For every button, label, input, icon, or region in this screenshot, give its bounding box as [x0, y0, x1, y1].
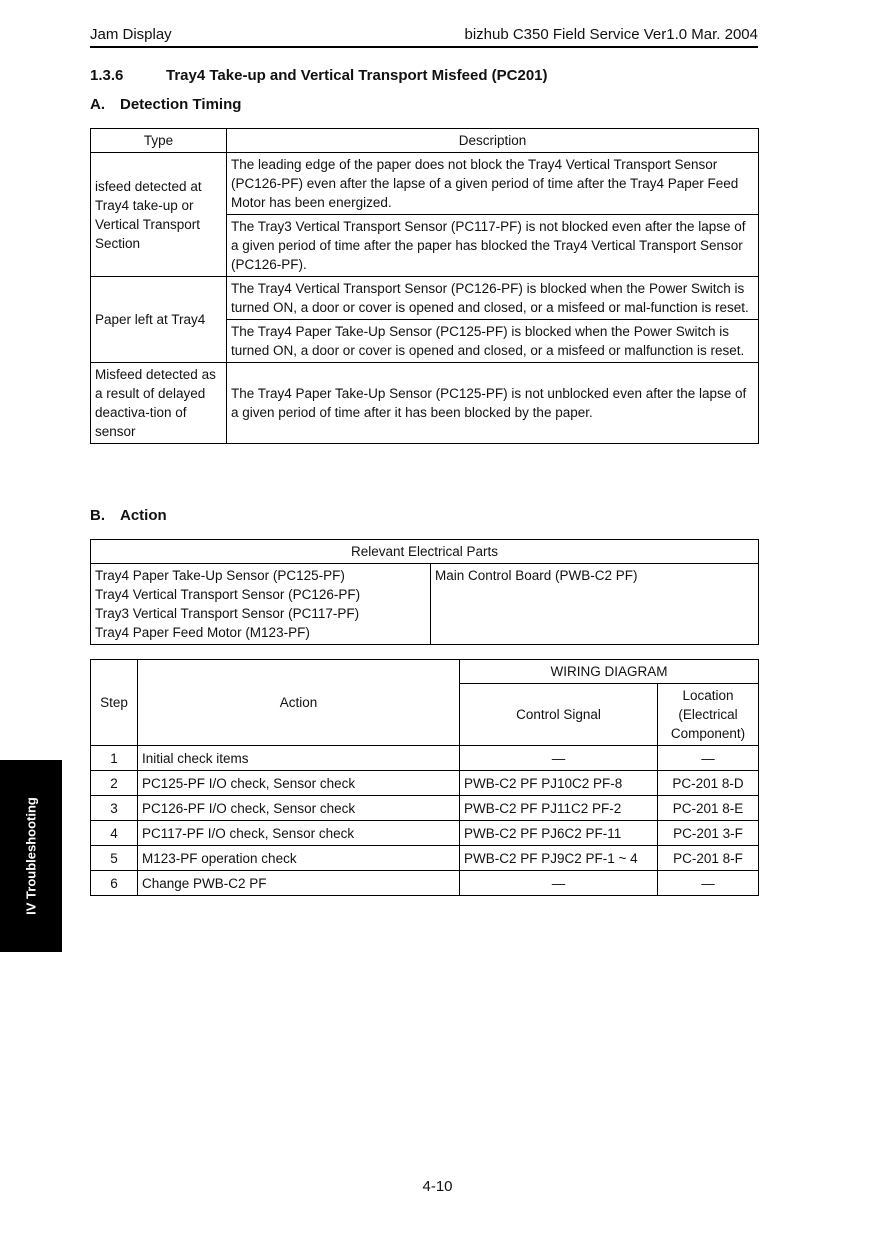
location-cell: PC-201 8-F — [658, 846, 759, 871]
description-cell: The Tray4 Paper Take-Up Sensor (PC125-PF) is blocked when the Power Switch is turned ON, a door or cover is opened and closed, or a misfeed or malfunction is reset. — [227, 320, 759, 363]
step-cell: 2 — [91, 771, 138, 796]
action-letter: B. — [90, 507, 105, 524]
action-title: Action — [120, 507, 167, 524]
type-cell: Paper left at Tray4 — [91, 277, 227, 363]
parts-list-cell — [91, 564, 431, 645]
table-row — [91, 821, 759, 846]
type-cell: isfeed detected at Tray4 take-up or Vertical Transport Section — [91, 153, 227, 277]
step-cell: 5 — [91, 846, 138, 871]
table-row — [91, 796, 759, 821]
control-cell: PWB-C2 PF PJ10C2 PF-8 — [460, 771, 658, 796]
step-header: Step — [91, 660, 138, 746]
table-header-row — [91, 660, 759, 684]
location-cell: PC-201 3-F — [658, 821, 759, 846]
chapter-side-tab — [0, 760, 62, 952]
control-signal-header: Control Signal — [460, 684, 658, 746]
control-cell: PWB-C2 PF PJ6C2 PF-11 — [460, 821, 658, 846]
list-item: Main Control Board (PWB-C2 PF) — [435, 568, 638, 583]
step-cell: 3 — [91, 796, 138, 821]
section-title — [90, 67, 548, 84]
section-heading: Tray4 Take-up and Vertical Transport Misfeed (PC201) — [166, 67, 548, 84]
location-cell: PC-201 8-D — [658, 771, 759, 796]
action-cell: Change PWB-C2 PF — [138, 871, 460, 896]
step-cell: 6 — [91, 871, 138, 896]
table-row — [91, 746, 759, 771]
list-item: Tray4 Paper Take-Up Sensor (PC125-PF) — [95, 568, 345, 583]
action-cell: M123-PF operation check — [138, 846, 460, 871]
action-cell: Initial check items — [138, 746, 460, 771]
section-number: 1.3.6 — [90, 67, 124, 84]
side-tab-label: IV Troubleshooting — [23, 797, 39, 915]
list-item: Tray4 Vertical Transport Sensor (PC126-PF) — [95, 587, 361, 602]
description-cell: The Tray4 Vertical Transport Sensor (PC126-PF) is blocked when the Power Switch is turned ON, a door or cover is opened and closed, or a misfeed or mal-function is reset. — [227, 277, 759, 320]
list-item: Tray3 Vertical Transport Sensor (PC117-PF) — [95, 606, 360, 621]
type-header: Type — [91, 129, 227, 153]
detection-timing-table — [90, 128, 759, 444]
electrical-parts-table — [90, 539, 759, 645]
type-cell: Misfeed detected as a result of delayed deactiva-tion of sensor — [91, 363, 227, 444]
table-row — [91, 846, 759, 871]
action-heading — [90, 507, 167, 524]
location-cell: — — [658, 871, 759, 896]
location-header: Location (Electrical Component) — [658, 684, 759, 746]
list-item: Tray4 Paper Feed Motor (M123-PF) — [95, 625, 310, 640]
description-header: Description — [227, 129, 759, 153]
action-header: Action — [138, 660, 460, 746]
header-chapter: Jam Display — [90, 26, 172, 43]
description-cell: The Tray4 Paper Take-Up Sensor (PC125-PF) is not unblocked even after the lapse of a given period of time after it has been blocked by the paper. — [227, 363, 759, 444]
table-row — [91, 277, 759, 320]
location-cell: PC-201 8-E — [658, 796, 759, 821]
table-row — [91, 564, 759, 645]
description-cell: The Tray3 Vertical Transport Sensor (PC117-PF) is not blocked even after the lapse of a given period of time after the paper has blocked the Tray4 Vertical Transport Sensor (PC126-PF). — [227, 215, 759, 277]
step-cell: 4 — [91, 821, 138, 846]
table-row — [91, 153, 759, 215]
control-cell: — — [460, 871, 658, 896]
wiring-header: WIRING DIAGRAM — [460, 660, 759, 684]
header-manual-title: bizhub C350 Field Service Ver1.0 Mar. 2004 — [464, 26, 758, 43]
detection-heading — [90, 96, 241, 113]
parts-header: Relevant Electrical Parts — [91, 540, 759, 564]
table-row — [91, 771, 759, 796]
control-cell: — — [460, 746, 658, 771]
step-cell: 1 — [91, 746, 138, 771]
page-header — [90, 24, 758, 48]
table-header-row — [91, 540, 759, 564]
detection-letter: A. — [90, 96, 105, 113]
control-cell: PWB-C2 PF PJ9C2 PF-1 ~ 4 — [460, 846, 658, 871]
table-row — [91, 871, 759, 896]
description-cell: The leading edge of the paper does not block the Tray4 Vertical Transport Sensor (PC126-PF) even after the lapse of a given period of time after the Tray4 Paper Feed Motor has been energized. — [227, 153, 759, 215]
action-cell: PC125-PF I/O check, Sensor check — [138, 771, 460, 796]
location-cell: — — [658, 746, 759, 771]
action-steps-table — [90, 659, 759, 896]
board-cell — [431, 564, 759, 645]
table-header-row — [91, 129, 759, 153]
action-cell: PC117-PF I/O check, Sensor check — [138, 821, 460, 846]
control-cell: PWB-C2 PF PJ11C2 PF-2 — [460, 796, 658, 821]
action-cell: PC126-PF I/O check, Sensor check — [138, 796, 460, 821]
page-number: 4-10 — [422, 1178, 453, 1195]
detection-title: Detection Timing — [120, 96, 242, 113]
table-row — [91, 363, 759, 444]
